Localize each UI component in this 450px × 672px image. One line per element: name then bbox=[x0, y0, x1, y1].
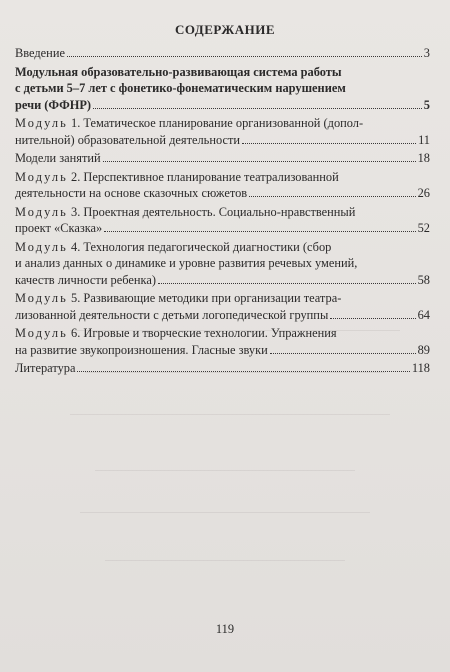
dot-leader bbox=[103, 160, 416, 162]
toc-entry-line bbox=[15, 360, 430, 377]
bleed-through bbox=[80, 512, 370, 513]
toc-page-number: 5 bbox=[423, 97, 430, 112]
dot-leader bbox=[270, 352, 416, 354]
toc-entry-line bbox=[15, 132, 430, 149]
toc-entry-text: 4. Технология педагогической диагностики (сбор bbox=[67, 239, 332, 254]
toc-entry bbox=[15, 150, 430, 167]
toc-entry-line bbox=[15, 290, 430, 307]
dot-leader bbox=[249, 195, 415, 197]
toc-entry-text: проект «Сказка» bbox=[15, 221, 103, 235]
toc-entry-line bbox=[15, 150, 430, 167]
page-title: СОДЕРЖАНИЕ bbox=[174, 22, 276, 37]
dot-leader bbox=[77, 370, 409, 372]
page-number: 119 bbox=[215, 622, 235, 636]
toc-entry bbox=[15, 115, 430, 148]
toc-entry-text: Введение bbox=[15, 46, 65, 60]
toc-entry bbox=[15, 239, 430, 289]
toc-entry-line bbox=[15, 97, 430, 114]
toc-page-number: 26 bbox=[417, 186, 430, 200]
toc-entry-text: качеств личности ребенка) bbox=[15, 272, 156, 287]
toc-page-number: 58 bbox=[417, 272, 430, 287]
dot-leader bbox=[104, 230, 415, 232]
table-of-contents bbox=[15, 45, 430, 379]
toc-entry-text: нительной) образовательной деятельности bbox=[15, 132, 241, 147]
toc-entry bbox=[15, 64, 430, 114]
dot-leader bbox=[67, 55, 422, 57]
toc-entry-text: 5. Развивающие методики при организации театра- bbox=[67, 291, 342, 305]
toc-page-number: 3 bbox=[423, 46, 430, 60]
dot-leader bbox=[158, 282, 416, 284]
toc-entry-line bbox=[15, 204, 430, 221]
module-prefix: Модуль bbox=[15, 116, 68, 130]
toc-entry-line bbox=[15, 45, 430, 62]
bleed-through bbox=[95, 470, 355, 471]
toc-page-number: 118 bbox=[411, 361, 430, 375]
toc-entry-line bbox=[15, 239, 430, 256]
toc-entry-text: 6. Игровые и творческие технологии. Упражнения bbox=[67, 326, 337, 340]
dot-leader bbox=[93, 107, 422, 109]
bleed-through bbox=[70, 414, 390, 415]
toc-entry-text: Модульная образовательно-развивающая система работы bbox=[15, 64, 342, 79]
toc-entry-line bbox=[15, 307, 430, 324]
toc-entry-line bbox=[15, 185, 430, 202]
toc-entry-text: 1. Тематическое планирование организованной (допол- bbox=[67, 116, 364, 130]
toc-entry-line bbox=[15, 272, 430, 289]
toc-entry-text: деятельности на основе сказочных сюжетов bbox=[15, 186, 248, 200]
toc-page-number: 18 bbox=[417, 151, 430, 165]
toc-entry bbox=[15, 45, 430, 62]
toc-entry-text: речи (ФФНР) bbox=[15, 97, 92, 112]
toc-entry-line bbox=[15, 80, 430, 97]
toc-page-number: 64 bbox=[417, 307, 430, 322]
toc-entry bbox=[15, 169, 430, 202]
toc-entry bbox=[15, 290, 430, 323]
toc-entry bbox=[15, 204, 430, 237]
toc-entry-line bbox=[15, 169, 430, 186]
toc-entry-text: и анализ данных о динамике и уровне развития речевых умений, bbox=[15, 256, 358, 270]
toc-page-number: 89 bbox=[417, 342, 430, 357]
toc-entry-line bbox=[15, 342, 430, 359]
toc-entry-line bbox=[15, 220, 430, 237]
toc-page-number: 52 bbox=[417, 221, 430, 235]
toc-entry bbox=[15, 325, 430, 358]
toc-page-number: 11 bbox=[418, 132, 430, 147]
toc-entry-text: Модели занятий bbox=[15, 151, 101, 165]
toc-entry-line bbox=[15, 325, 430, 342]
toc-entry-text: Литература bbox=[15, 361, 76, 375]
toc-entry-line bbox=[15, 64, 430, 81]
bleed-through bbox=[105, 560, 345, 561]
toc-entry bbox=[15, 360, 430, 377]
module-prefix: Модуль bbox=[15, 239, 68, 254]
module-prefix: Модуль bbox=[15, 326, 68, 340]
toc-entry-text: лизованной деятельности с детьми логопедической группы bbox=[15, 307, 329, 322]
toc-entry-line bbox=[15, 255, 430, 272]
toc-entry-text: 2. Перспективное планирование театрализованной bbox=[67, 169, 339, 184]
toc-entry-line bbox=[15, 115, 430, 132]
toc-entry-text: 3. Проектная деятельность. Социально-нравственный bbox=[67, 204, 356, 219]
toc-entry-text: на развитие звукопроизношения. Гласные звуки bbox=[15, 342, 268, 357]
dot-leader bbox=[242, 142, 416, 144]
module-prefix: Модуль bbox=[15, 204, 68, 219]
module-prefix: Модуль bbox=[15, 169, 68, 184]
dot-leader bbox=[330, 317, 415, 319]
module-prefix: Модуль bbox=[15, 291, 68, 305]
toc-entry-text: с детьми 5–7 лет с фонетико-фонематическим нарушением bbox=[15, 81, 346, 95]
